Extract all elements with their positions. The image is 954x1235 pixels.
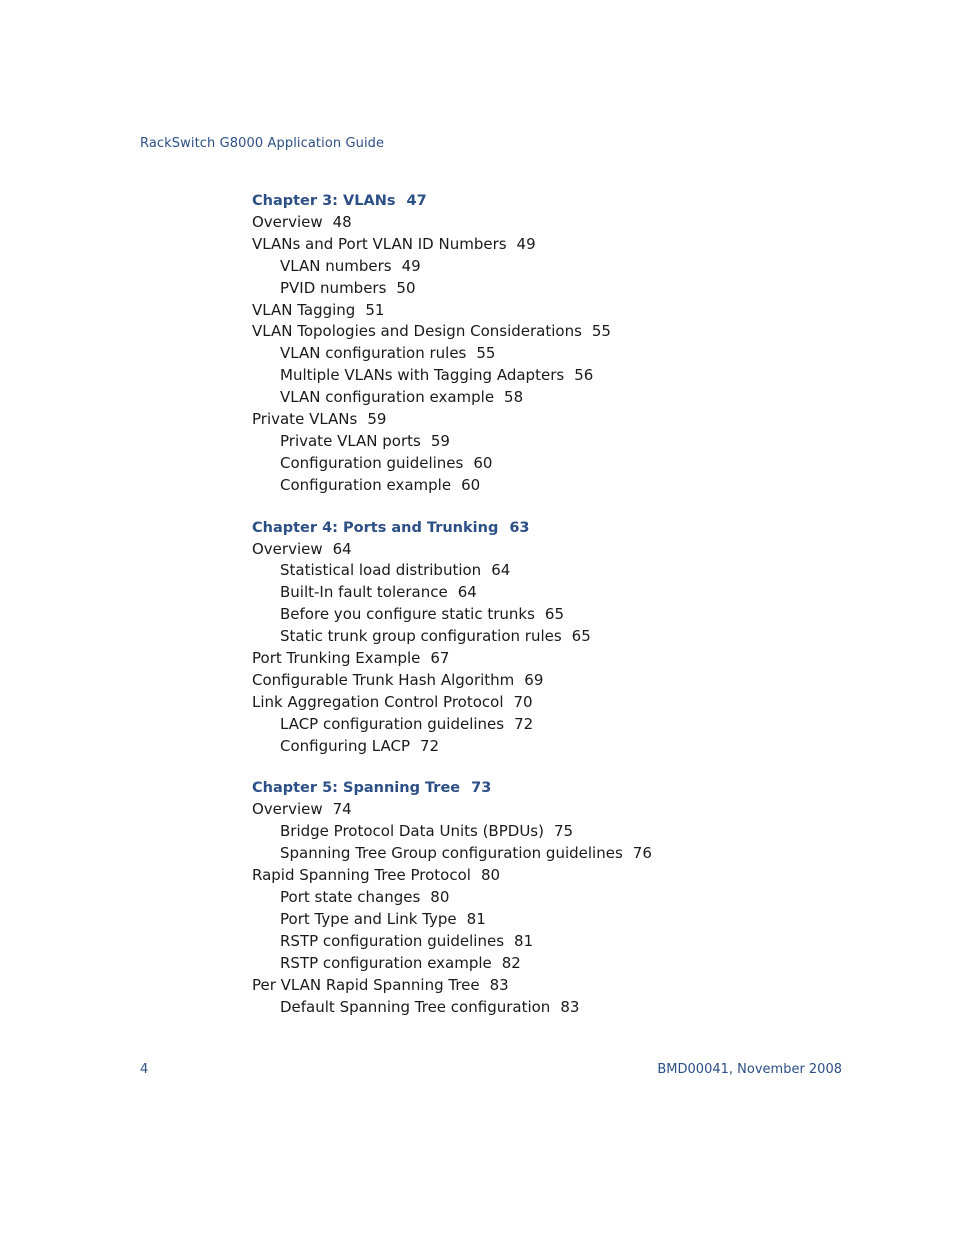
toc-entry-title: RSTP configuration guidelines	[280, 931, 505, 950]
toc-entry-page-number: 64	[491, 561, 511, 580]
toc-entry-page-number: 65	[571, 627, 591, 646]
toc-entry-page-number: 69	[524, 670, 544, 689]
chapter-title: Chapter 5: Spanning Tree	[252, 780, 461, 797]
running-header: RackSwitch G8000 Application Guide	[140, 136, 385, 151]
toc-entry-page-number: 80	[430, 888, 450, 907]
toc-entry-page-number: 49	[401, 256, 421, 275]
toc-entry-page-number: 59	[367, 410, 387, 429]
toc-entry-title: Port Type and Link Type	[280, 909, 457, 928]
chapter-title: Chapter 3: VLANs	[252, 193, 396, 209]
toc-entry-page-number: 60	[461, 475, 481, 494]
toc-entry-title: Statistical load distribution	[280, 561, 482, 580]
toc-entry-page-number: 81	[514, 931, 534, 950]
page-number: 4	[140, 1062, 149, 1077]
toc-entry-title: RSTP configuration example	[280, 953, 492, 972]
toc-entry[interactable]	[252, 321, 772, 343]
toc-subentry[interactable]	[252, 626, 772, 648]
toc-entry-page-number: 51	[365, 300, 385, 319]
chapter-section	[252, 190, 772, 497]
chapter-section	[252, 777, 772, 1018]
toc-entry-page-number: 74	[332, 800, 352, 819]
toc-subentry[interactable]	[252, 256, 772, 278]
toc-entry-title: Rapid Spanning Tree Protocol	[252, 866, 471, 885]
toc-entry-title: Configuring LACP	[280, 736, 410, 755]
toc-entry-title: Overview	[252, 800, 323, 819]
toc-subentry[interactable]	[252, 909, 772, 931]
toc-entry-title: VLAN configuration example	[280, 388, 495, 407]
toc-entry-page-number: 70	[513, 692, 533, 711]
toc-subentry[interactable]	[252, 714, 772, 736]
toc-entry-page-number: 67	[430, 649, 450, 668]
toc-entry[interactable]	[252, 975, 772, 997]
toc-subentry[interactable]	[252, 736, 772, 758]
toc-entry-title: Static trunk group configuration rules	[280, 627, 562, 646]
toc-entry-title: Before you configure static trunks	[280, 605, 535, 624]
toc-entry-page-number: 59	[430, 431, 450, 450]
toc-entry-title: Overview	[252, 539, 323, 558]
toc-entry-title: VLAN configuration rules	[280, 344, 467, 363]
toc-entry-page-number: 56	[574, 366, 594, 385]
toc-entry-page-number: 48	[332, 213, 352, 231]
table-of-contents	[252, 190, 772, 1038]
toc-subentry[interactable]	[252, 560, 772, 582]
toc-entry-page-number: 76	[632, 844, 652, 863]
toc-entry-page-number: 75	[553, 822, 574, 841]
chapter-section	[252, 517, 772, 758]
toc-entry[interactable]	[252, 409, 772, 431]
toc-entry[interactable]	[252, 670, 772, 692]
toc-entry[interactable]	[252, 234, 772, 256]
toc-entry-page-number: 55	[591, 322, 611, 341]
toc-entry-title: LACP configuration guidelines	[280, 714, 505, 733]
toc-entry-title: Link Aggregation Control Protocol	[252, 692, 504, 711]
toc-entry-page-number: 64	[332, 539, 352, 558]
toc-subentry[interactable]	[252, 931, 772, 953]
toc-entry-title: VLAN Tagging	[252, 300, 356, 319]
toc-entry-title: Overview	[252, 213, 323, 231]
toc-entry-title: VLAN Topologies and Design Considerations	[252, 322, 582, 341]
document-id: BMD00041, November 2008	[657, 1062, 842, 1077]
toc-entry-page-number: 72	[419, 736, 440, 755]
toc-entry-page-number: 49	[516, 234, 536, 253]
toc-entry-page-number: 64	[457, 583, 477, 602]
toc-subentry[interactable]	[252, 387, 772, 409]
toc-entry-title: Spanning Tree Group configuration guidelines	[280, 844, 623, 863]
chapter-page-number: 63	[509, 519, 530, 536]
toc-entry-page-number: 58	[504, 388, 524, 407]
toc-entry[interactable]	[252, 539, 772, 561]
toc-entry[interactable]	[252, 799, 772, 821]
toc-subentry[interactable]	[252, 365, 772, 387]
toc-entry-title: VLANs and Port VLAN ID Numbers	[252, 234, 507, 253]
toc-entry-page-number: 72	[514, 714, 534, 733]
toc-entry-page-number: 82	[501, 953, 521, 972]
toc-subentry[interactable]	[252, 475, 772, 497]
chapter-page-number: 47	[406, 193, 427, 209]
toc-entry[interactable]	[252, 865, 772, 887]
toc-entry[interactable]	[252, 648, 772, 670]
toc-entry-title: Per VLAN Rapid Spanning Tree	[252, 975, 480, 994]
toc-entry-page-number: 80	[480, 866, 501, 885]
toc-entry-title: Bridge Protocol Data Units (BPDUs)	[280, 822, 544, 841]
toc-entry-title: Multiple VLANs with Tagging Adapters	[280, 366, 565, 385]
chapter-page-number: 73	[471, 780, 492, 797]
toc-entry-title: Private VLAN ports	[280, 431, 421, 450]
chapter-title: Chapter 4: Ports and Trunking	[252, 519, 499, 536]
toc-subentry[interactable]	[252, 997, 772, 1019]
toc-subentry[interactable]	[252, 843, 772, 865]
toc-entry-page-number: 55	[476, 344, 496, 363]
toc-entry-page-number: 81	[466, 909, 486, 928]
toc-entry-title: Port Trunking Example	[252, 649, 421, 668]
toc-subentry[interactable]	[252, 887, 772, 909]
toc-entry[interactable]	[252, 300, 772, 322]
toc-subentry[interactable]	[252, 431, 772, 453]
toc-entry-title: Configurable Trunk Hash Algorithm	[252, 670, 515, 689]
toc-entry[interactable]	[252, 692, 772, 714]
toc-subentry[interactable]	[252, 582, 772, 604]
toc-entry-title: Private VLANs	[252, 410, 358, 429]
toc-entry-page-number: 50	[396, 278, 416, 297]
toc-subentry[interactable]	[252, 343, 772, 365]
toc-entry-page-number: 83	[560, 997, 580, 1016]
toc-subentry[interactable]	[252, 604, 772, 626]
toc-subentry[interactable]	[252, 453, 772, 475]
toc-entry-title: Configuration guidelines	[280, 453, 464, 472]
chapter-heading[interactable]	[252, 777, 772, 799]
toc-entry-title: Default Spanning Tree configuration	[280, 997, 551, 1016]
toc-subentry[interactable]	[252, 278, 772, 300]
toc-entry-title: Built-In fault tolerance	[280, 583, 448, 602]
toc-entry-title: Configuration example	[280, 475, 452, 494]
toc-entry-title: VLAN numbers	[280, 256, 392, 275]
toc-subentry[interactable]	[252, 953, 772, 975]
toc-entry[interactable]	[252, 212, 772, 234]
toc-entry-title: Port state changes	[280, 888, 421, 907]
toc-subentry[interactable]	[252, 821, 772, 843]
toc-entry-title: PVID numbers	[280, 278, 387, 297]
chapter-heading[interactable]	[252, 517, 772, 539]
toc-entry-page-number: 65	[544, 605, 564, 624]
chapter-heading[interactable]	[252, 190, 772, 212]
toc-entry-page-number: 83	[489, 975, 509, 994]
toc-entry-page-number: 60	[473, 453, 493, 472]
